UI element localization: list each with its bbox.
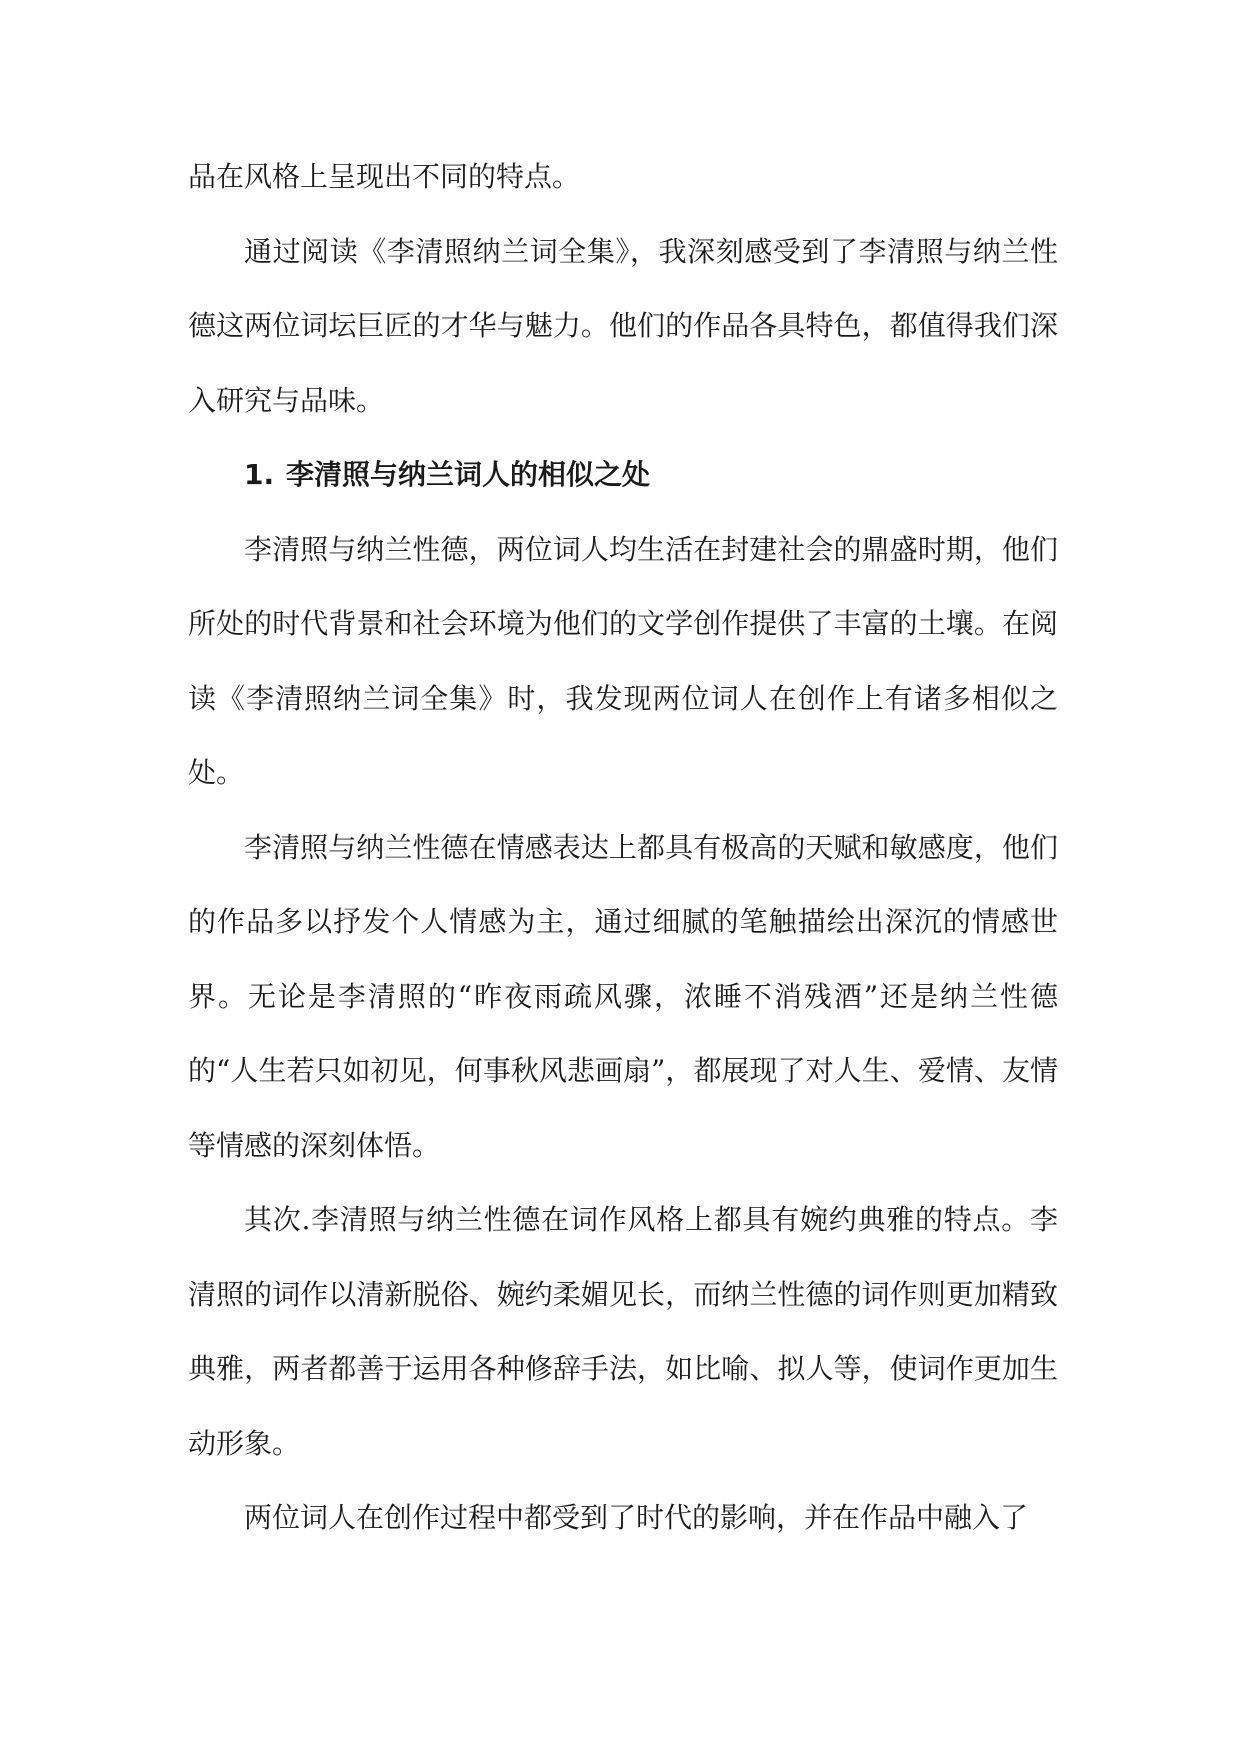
section-title: 李清照与纳兰词人的相似之处 <box>286 458 651 491</box>
document-body <box>188 140 1058 1556</box>
paragraph-2: 李清照与纳兰性德在情感表达上都具有极高的天赋和敏感度，他们的作品多以抒发个人情感为主，通过细腻的笔触描绘出深沉的情感世界。无论是李清照的“昨夜雨疏风骤，浓睡不消残酒”还是纳兰性德的“人生若只如初见，何事秋风悲画扇”，都展现了对人生、爱情、友情等情感的深刻体悟。 <box>188 830 1058 1162</box>
paragraph-1: 李清照与纳兰性德，两位词人均生活在封建社会的鼎盛时期，他们所处的时代背景和社会环境为他们的文学创作提供了丰富的土壤。在阅读《李清照纳兰词全集》时，我发现两位词人在创作上有诸多相似之处。 <box>188 532 1058 789</box>
paragraph-4: 两位词人在创作过程中都受到了时代的影响，并在作品中融入了 <box>244 1501 1029 1534</box>
paragraph-3: 其次.李清照与纳兰性德在词作风格上都具有婉约典雅的特点。李清照的词作以清新脱俗、婉约柔媚见长，而纳兰性德的词作则更加精致典雅，两者都善于运用各种修辞手法，如比喻、拟人等，使词作更加生动形象。 <box>188 1203 1058 1460</box>
section-heading <box>188 438 1058 513</box>
paragraph-continuation: 品在风格上呈现出不同的特点。 <box>188 160 581 193</box>
section-number: 1. <box>244 458 275 491</box>
paragraph-intro: 通过阅读《李清照纳兰词全集》，我深刻感受到了李清照与纳兰性德这两位词坛巨匠的才华与魅力。他们的作品各具特色，都值得我们深入研究与品味。 <box>188 234 1058 417</box>
